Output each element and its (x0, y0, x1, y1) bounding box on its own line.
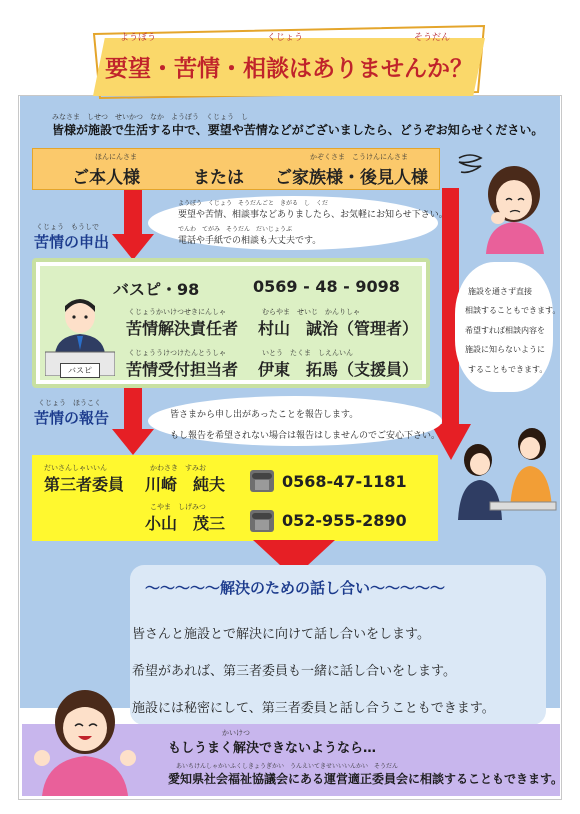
person2-ruby: いとう たくま しえんいん (262, 349, 353, 357)
cheerful-woman-illustration (30, 682, 140, 800)
telephone-icon (250, 510, 274, 532)
intro-text: 皆様が施設で生活する中で、要望や苦情などがございましたら、どうぞお知らせください。 (52, 123, 544, 137)
person1-ruby: むらやま せいじ かんりしゃ (262, 308, 360, 316)
facility-name: バスピ・98 (113, 280, 200, 299)
side-note-line3: 希望すれば相談内容を (465, 326, 545, 335)
phone1: 0568-47-1181 (282, 472, 407, 491)
member2-ruby: こやま しげみつ (150, 503, 206, 511)
report-label: 苦情の報告 (34, 409, 110, 427)
side-note-line4: 施設に知らないように (465, 345, 545, 354)
third-party-title: 第三者委員 (44, 475, 125, 494)
footer-line1-ruby: かいけつ (222, 729, 250, 737)
title-ruby-3: そうだん (413, 33, 450, 43)
report-line2: もし報告を希望されない場合は報告はしませんのでご安心下さい。 (170, 431, 441, 441)
page-title: 要望・苦情・相談はありませんか？ (105, 56, 473, 82)
footer-line2: 愛知県社会福祉協議会にある運営適正委員会に相談することもできます。 (168, 772, 564, 786)
title-ruby (120, 30, 450, 43)
report-line1: 皆さまから申し出があったことを報告します。 (170, 410, 359, 420)
request-label-ruby: くじょう もうしで (36, 223, 99, 231)
discussion-line1: 皆さんと施設とで解決に向けて話し合いをします。 (132, 627, 430, 642)
side-note-line1: 施設を通さず直接 (468, 287, 532, 296)
request-line1: 要望や苦情、相談事などありましたら、お気軽にお知らせ下さい。 (178, 210, 448, 220)
report-label-ruby: くじょう ほうこく (38, 399, 101, 407)
nameplate: バスピ (60, 363, 100, 378)
discussion-line2: 希望があれば、第三者委員も一緒に話し合いをします。 (132, 664, 456, 679)
footer-line1: もしうまく解決できないようなら… (168, 741, 377, 756)
request-line2: 電話や手紙での相談も大丈夫です。 (178, 236, 322, 246)
discussion-line3: 施設には秘密にして、第三者委員と話し合うこともできます。 (132, 701, 495, 716)
arrow-down-1 (112, 190, 154, 264)
phone2: 052-955-2890 (282, 511, 407, 530)
role2-ruby: くじょううけつけたんとうしゃ (128, 349, 226, 357)
title-ruby-2: くじょう (266, 33, 303, 43)
woman-worried-illustration (478, 160, 548, 259)
role1-ruby: くじょうかいけつせきにんしゃ (128, 308, 226, 316)
telephone-icon (250, 470, 274, 492)
client-family: ご家族様・後見人様 (275, 168, 428, 188)
side-note-line2: 相談することもできます。 (465, 306, 561, 315)
member2: 小山 茂三 (145, 514, 226, 533)
consultation-illustration (450, 420, 560, 544)
person2: 伊東 拓馬（支援員） (258, 360, 419, 379)
third-party-title-ruby: だいさんしゃいいん (44, 464, 107, 472)
intro-ruby: みなさま しせつ せいかつ なか ようぼう くじょう し (52, 113, 248, 121)
role2: 苦情受付担当者 (126, 360, 239, 379)
request-line1-ruby: ようぼう くじょう そうだんごと きがる し くだ (178, 200, 329, 207)
family-ruby: かぞくさま こうけんにんさま (310, 153, 408, 161)
request-label: 苦情の申出 (34, 233, 110, 251)
role1: 苦情解決責任者 (126, 319, 239, 338)
request-line2-ruby: でんわ てがみ そうだん だいじょうぶ (178, 226, 293, 233)
side-note-line5: することもできます。 (468, 365, 548, 374)
member1: 川崎 純夫 (145, 475, 226, 494)
client-self: ご本人様 (72, 168, 140, 188)
facility-phone: 0569 - 48 - 9098 (253, 277, 400, 296)
self-ruby: ほんにんさま (95, 153, 137, 161)
title-ruby-1: ようぼう (120, 33, 157, 43)
discussion-heading: ～～～～～解決のための話し合い～～～～～ (145, 579, 446, 597)
client-or: または (193, 168, 244, 188)
person1: 村山 誠治（管理者） (258, 319, 419, 338)
footer-line2-ruby: あいちけんしゃかいふくしきょうぎかい うんえいてきせいいいんかい そうだん (176, 763, 399, 770)
member1-ruby: かわさき すみお (150, 464, 206, 472)
